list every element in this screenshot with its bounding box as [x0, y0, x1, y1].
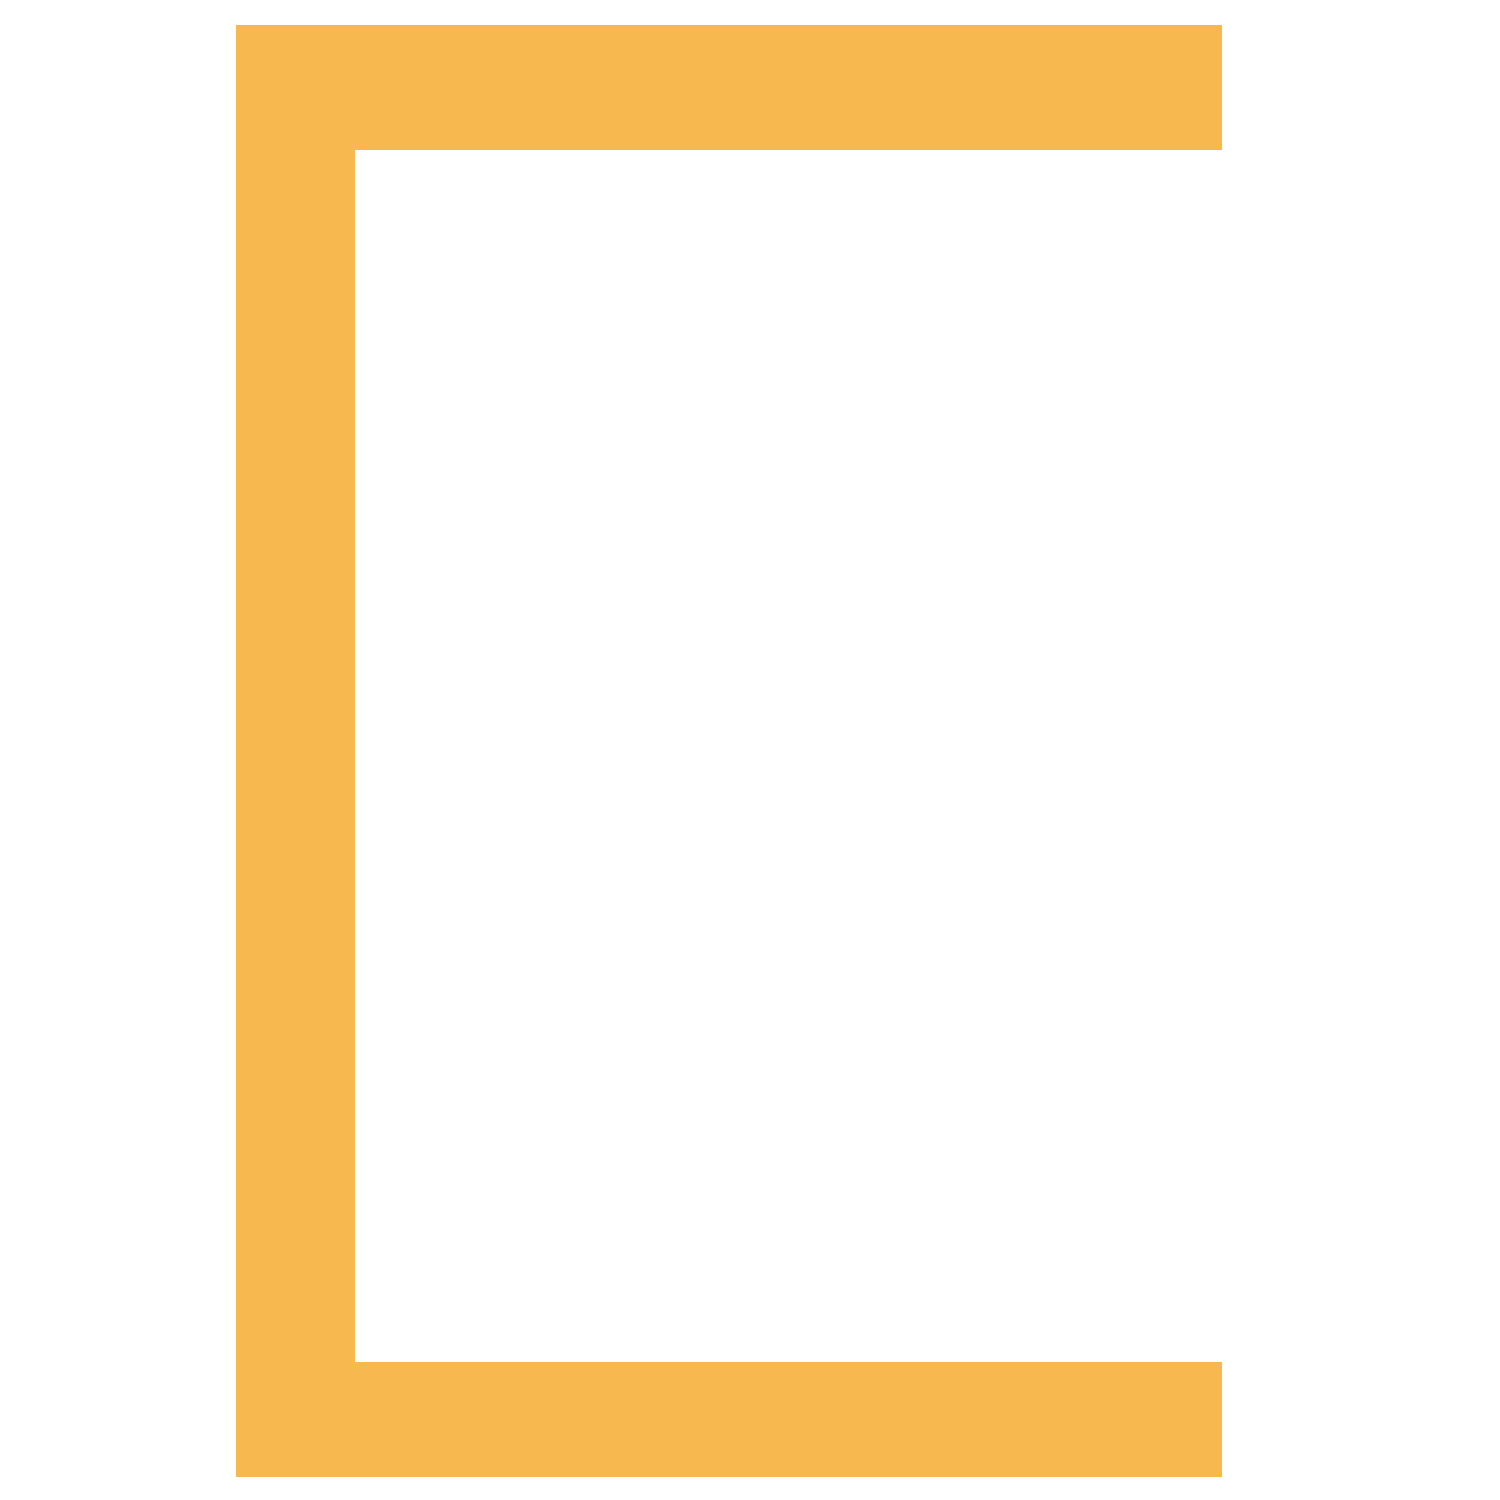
- content-card: [355, 150, 1222, 1362]
- card-torn-edge: [355, 150, 1222, 1362]
